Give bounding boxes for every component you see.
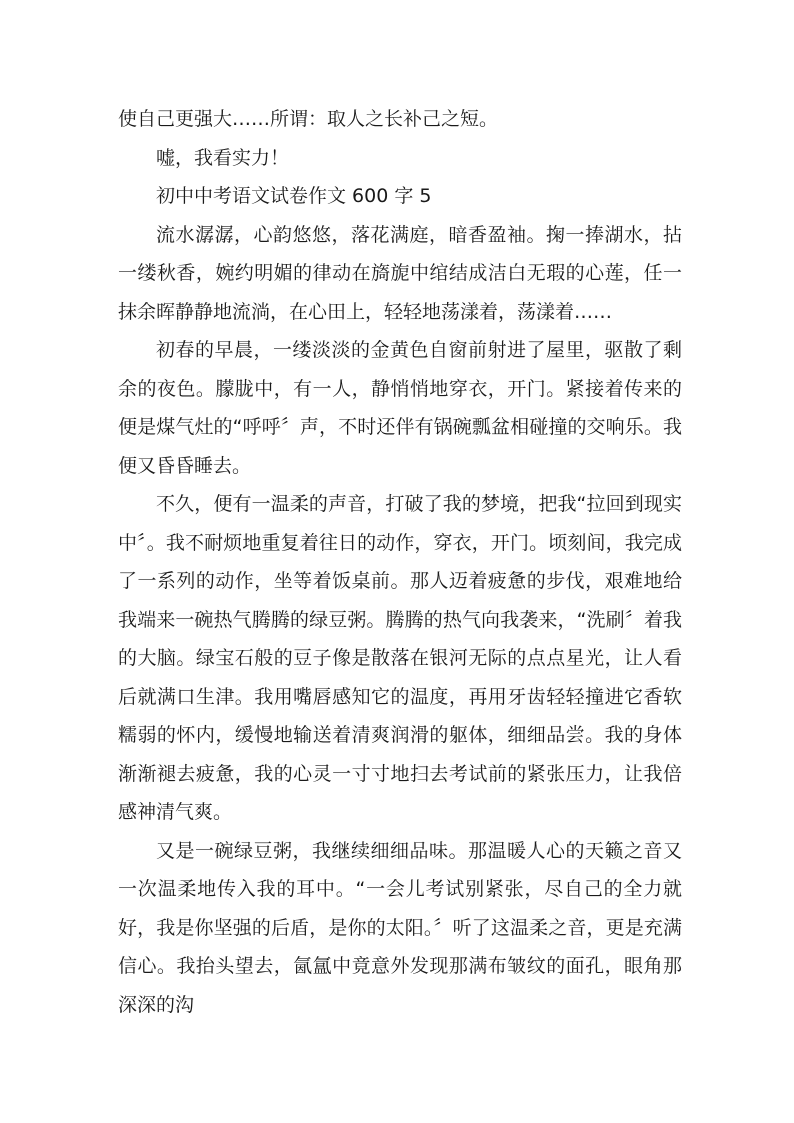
paragraph-early-morning: 初春的早晨，一缕淡淡的金黄色自窗前射进了屋里，驱散了剩余的夜色。朦胧中，有一人，静悄悄地穿衣，开门。紧接着传来的便是煤气灶的“呼呼〞声，不时还伴有锅碗瓢盆相碰撞的交响乐。我便又昏昏睡去。	[118, 339, 682, 477]
paragraph-continuation: 使自己更强大……所谓：取人之长补己之短。	[118, 108, 499, 130]
paragraph-green-bean-porridge: 不久，便有一温柔的声音，打破了我的梦境，把我“拉回到现实中〞。我不耐烦地重复着往日的动作，穿衣，开门。顷刻间，我完成了一系列的动作，坐等着饭桌前。那人迈着疲惫的步伐，艰难地给我端来一碗热气腾腾的绿豆粥。腾腾的热气向我袭来，“洗刷〞着我的大脑。绿宝石般的豆子像是散落在银河无际的点点星光，让人看后就满口生津。我用嘴唇感知它的温度，再用牙齿轻轻撞进它香软糯弱的怀内，缓慢地输送着清爽润滑的躯体，细细品尝。我的身体渐渐褪去疲惫，我的心灵一寸寸地扫去考试前的紧张压力，让我倍感神清气爽。	[118, 493, 682, 823]
paragraph-second-bowl: 又是一碗绿豆粥，我继续细细品味。那温暖人心的天籁之音又一次温柔地传入我的耳中。“一会儿考试别紧张，尽自己的全力就好，我是你坚强的后盾，是你的太阳。〞听了这温柔之音，更是充满信心。我抬头望去，氤氲中竟意外发现那满布皱纹的面孔，眼角那深深的沟	[118, 839, 682, 1016]
paragraph-opening: 流水潺潺，心韵悠悠，落花满庭，暗香盈袖。掬一捧湖水，拈一缕秋香，婉约明媚的律动在旖旎中绾结成洁白无瑕的心莲，任一抹余晖静静地流淌，在心田上，轻轻地荡漾着，荡漾着……	[118, 223, 682, 323]
paragraph-short-line: 嘘，我看实力！	[156, 146, 290, 169]
essay-title: 初中中考语文试卷作文 600 字 5	[156, 185, 432, 207]
document-body	[118, 100, 682, 1024]
